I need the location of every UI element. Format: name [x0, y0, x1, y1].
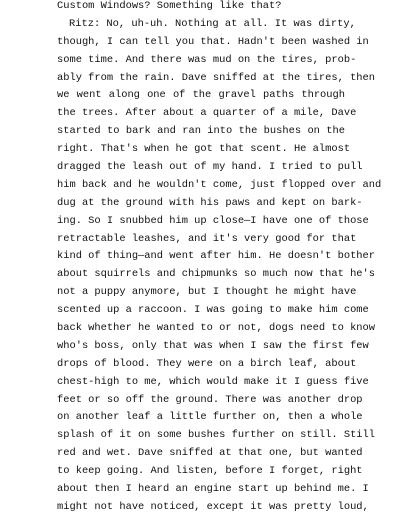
text-line: though, I can tell you that. Hadn't been washed in — [57, 35, 369, 48]
text-line: might not have noticed, except it was pretty loud, — [57, 500, 369, 513]
text-line: feet or so off the ground. There was another drop — [57, 393, 363, 406]
text-line: started to bark and ran into the bushes on the — [57, 125, 345, 138]
text-line: retractable leashes, and it's very good for that — [57, 232, 357, 245]
text-line: Custom Windows? Something like that? — [57, 0, 282, 12]
text-line: to keep going. And listen, before I forget, right — [57, 465, 363, 478]
text-line: drops of blood. They were on a birch leaf, about — [57, 357, 357, 370]
text-line: him back and he wouldn't come, just flopped over and — [57, 178, 382, 191]
text-line: about squirrels and chipmunks so much now that he's — [57, 268, 376, 281]
text-line: dug at the ground with his paws and kept on bark- — [57, 196, 363, 209]
transcript-text — [57, 0, 382, 517]
text-line: Ritz: No, uh-uh. Nothing at all. It was dirty, — [69, 17, 356, 30]
text-line: chest-high to me, which would make it I guess five — [57, 375, 369, 388]
text-line: about then I heard an engine start up behind me. I — [57, 483, 369, 496]
text-line: right. That's when he got that scent. He almost — [57, 143, 351, 156]
text-line: ably from the rain. Dave sniffed at the tires, then — [57, 71, 376, 84]
text-line: on another leaf a little further on, then a whole — [57, 411, 363, 424]
text-line: ing. So I snubbed him up close—I have one of those — [57, 214, 369, 227]
text-line: not a puppy anymore, but I thought he might have — [57, 286, 357, 299]
text-line: red and wet. Dave sniffed at that one, but wanted — [57, 447, 363, 460]
text-line: scented up a raccoon. I was going to make him come — [57, 304, 369, 317]
text-line: some time. And there was mud on the tires, prob- — [57, 53, 357, 66]
text-line: back whether he wanted to or not, dogs need to know — [57, 322, 376, 335]
text-line: kind of thing—and went after him. He doesn't bother — [57, 250, 376, 263]
text-line: the trees. After about a quarter of a mile, Dave — [57, 107, 357, 120]
text-line: dragged the leash out of my hand. I tried to pull — [57, 161, 363, 174]
text-line: who's boss, only that was when I saw the first few — [57, 339, 369, 352]
text-line: we went along one of the gravel paths through — [57, 89, 345, 102]
text-line: splash of it on some bushes further on still. Still — [57, 429, 376, 442]
